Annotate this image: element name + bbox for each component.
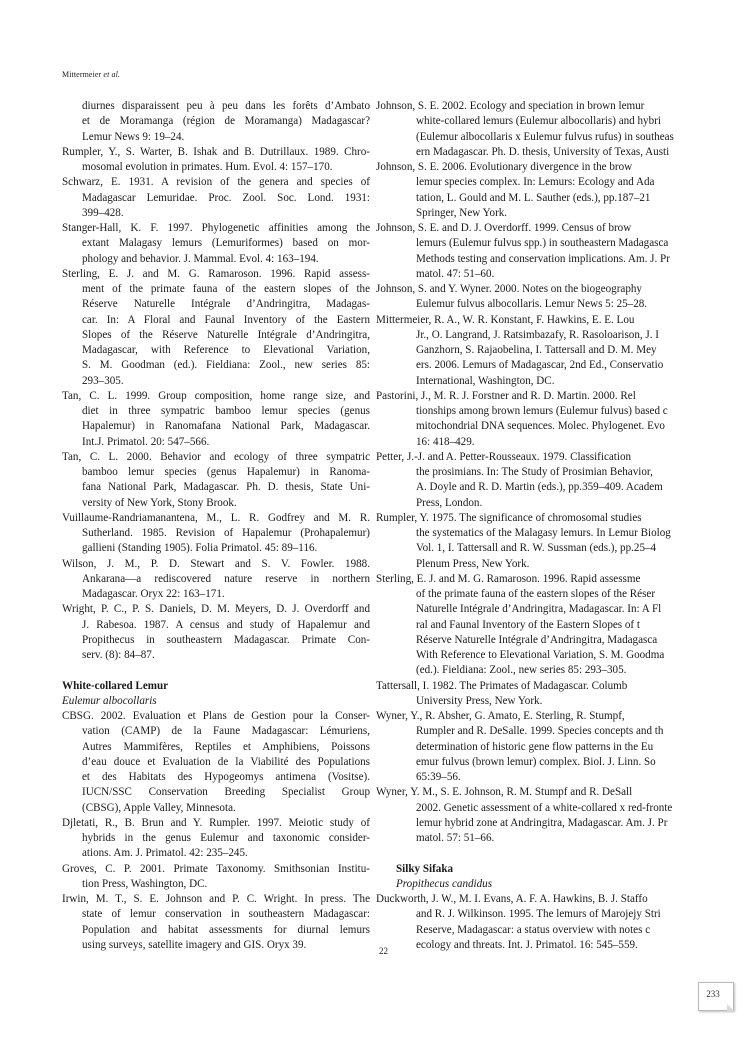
reference-line: tionships among brown lemurs (Eulemur fulvus) based c <box>416 405 668 417</box>
reference-line: Slopes of the Réserve Naturelle Intégrale d’Andringitra, <box>82 328 370 341</box>
reference-line: 65:39–56. <box>416 771 461 783</box>
reference-line: and R. J. Wilkinson. 1995. The lemurs of Marojejy Stri <box>416 908 661 921</box>
reference-line: white-collared lemurs (Eulemur albocollaris) and hybri <box>416 115 661 128</box>
reference-entry <box>376 221 745 282</box>
reference-entry <box>376 450 745 511</box>
reference-line: Tattersall, I. 1982. The Primates of Madagascar. Columb <box>376 679 628 692</box>
reference-entry <box>62 450 370 511</box>
reference-line: Sterling, E. J. and M. G. Ramaroson. 1996. Rapid assess- <box>62 267 370 280</box>
running-head <box>62 70 120 79</box>
page-corner-tab <box>698 982 734 1011</box>
reference-entry <box>62 99 370 145</box>
reference-line: Petter, J.-J. and A. Petter-Rousseaux. 1979. Classification <box>376 450 632 463</box>
reference-line: Vol. 1, I. Tattersall and R. W. Sussman (eds.), pp.25–4 <box>416 542 657 555</box>
reference-line: S. M. Goodman (ed.). Fieldiana: Zool., new series 85: <box>82 359 370 372</box>
reference-line: CBSG. 2002. Evaluation et Plans de Gestion pour la Conser- <box>62 710 370 722</box>
reference-line: Tan, C. L. 2000. Behavior and ecology of three sympatric <box>62 450 370 463</box>
reference-entry <box>62 175 370 221</box>
reference-line: Djletati, R., B. Brun and Y. Rumpler. 1997. Meiotic study of <box>62 816 370 829</box>
reference-line: 293–305. <box>82 374 124 387</box>
reference-entry <box>376 99 745 160</box>
reference-line: Stanger-Hall, K. F. 1997. Phylogenetic affinities among the <box>62 222 370 234</box>
reference-line: Naturelle Intégrale d’Andringitra, Madagascar. In: A Fl <box>416 603 662 616</box>
reference-line: hybrids in the genus Eulemur and taxonomic consider- <box>82 832 370 844</box>
reference-line: Ankarana—a rediscovered nature reserve in northern <box>82 572 370 585</box>
reference-line: the prosimians. In: The Study of Prosimian Behavior, <box>416 466 653 478</box>
reference-line: (Eulemur albocollaris x Eulemur fulvus rufus) in southeas <box>416 130 674 143</box>
reference-line: ecology and threats. Int. J. Primatol. 16: 545–559. <box>416 938 638 951</box>
reference-line: using surveys, satellite imagery and GIS. Oryx 39. <box>82 938 307 951</box>
reference-line: Tan, C. L. 1999. Group composition, home range size, and <box>62 389 370 402</box>
reference-line: tion Press, Washington, DC. <box>82 877 208 890</box>
reference-line: matol. 47: 51–60. <box>416 267 495 280</box>
section-title-silky-sifaka: Silky Sifaka <box>396 862 454 875</box>
reference-line: determination of historic gene flow patterns in the Eu <box>416 740 654 753</box>
reference-line: diurnes disparaissent peu à peu dans les forêts d’Ambato <box>82 100 370 112</box>
reference-line: Mittermeier, R. A., W. R. Konstant, F. Hawkins, E. E. Lou <box>376 313 635 326</box>
reference-line: Groves, C. P. 2001. Primate Taxonomy. Smithsonian Institu- <box>62 862 370 875</box>
reference-entry <box>62 892 370 953</box>
reference-line: Irwin, M. T., S. E. Johnson and P. C. Wright. In press. The <box>62 893 370 905</box>
section-species-silky-sifaka: Propithecus candidus <box>396 877 493 890</box>
reference-line: diet in three sympatric bamboo lemur species (genus <box>82 405 370 417</box>
reference-line: Madagascar, with Reference to Elevational Variation, <box>82 344 370 356</box>
reference-line: 2002. Genetic assessment of a white-collared x red-fronte <box>416 801 673 814</box>
reference-entry <box>376 785 745 846</box>
reference-line: versity of New York, Stony Brook. <box>82 496 237 509</box>
reference-line: lemur species complex. In: Lemurs: Ecology and Ada <box>416 176 655 189</box>
reference-line: University Press, New York. <box>416 694 543 707</box>
reference-line: emur fulvus (brown lemur) complex. Biol. J. Linn. So <box>416 755 656 768</box>
reference-entry <box>62 389 370 450</box>
reference-entry <box>376 709 745 785</box>
reference-line: the systematics of the Malagasy lemurs. In Lemur Biolog <box>416 527 671 539</box>
reference-line: of the primate fauna of the eastern slopes of the Réser <box>416 588 656 600</box>
reference-entry <box>376 389 745 450</box>
reference-line: Ganzhorn, S. Rajaobelina, I. Tattersall and D. M. Mey <box>416 344 657 356</box>
reference-entry <box>62 557 370 603</box>
reference-line: Press, London. <box>416 496 483 509</box>
reference-line: Rumpler, Y., S. Warter, B. Ishak and B. Dutrillaux. 1989. Chro- <box>62 145 370 158</box>
reference-line: Johnson, S. E. and D. J. Overdorff. 1999. Census of brow <box>376 222 632 234</box>
reference-line: Duckworth, J. W., M. I. Evans, A. F. A. Hawkins, B. J. Staffo <box>376 893 648 905</box>
reference-line: 16: 418–429. <box>416 435 475 448</box>
reference-line: Hapalemur) in Ranomafana National Park, Madagascar. <box>82 420 370 433</box>
reference-line: Population and habitat assessments for diurnal lemurs <box>82 923 370 936</box>
reference-line: d’eau douce et Evaluation de la Viabilité des Populations <box>82 755 370 768</box>
reference-entry <box>62 816 370 862</box>
reference-line: Rumpler and R. DeSalle. 1999. Species concepts and th <box>416 725 664 738</box>
reference-list-lemurs <box>62 99 370 663</box>
reference-line: IUCN/SSC Conservation Breeding Specialist Group <box>82 786 370 799</box>
reference-line: Plenum Press, New York. <box>416 557 530 570</box>
reference-line: ern Madagascar. Ph. D. thesis, University of Texas, Austi <box>416 145 670 158</box>
reference-line: ers. 2006. Lemurs of Madagascar, 2nd Ed., Conservatio <box>416 359 664 372</box>
reference-entry <box>62 145 370 176</box>
reference-line: Wright, P. C., P. S. Daniels, D. M. Meyers, D. J. Overdorff and <box>62 603 370 616</box>
reference-line: car. In: A Floral and Faunal Inventory of the Eastern <box>82 313 370 326</box>
reference-line: Johnson, S. E. 2002. Ecology and speciation in brown lemur <box>376 100 645 112</box>
reference-entry <box>62 602 370 663</box>
reference-line: state of lemur conservation in southeastern Madagascar: <box>82 908 370 921</box>
reference-line: lemur hybrid zone at Andringitra, Madagascar. Am. J. Pr <box>416 816 668 829</box>
reference-line: ment of the primate fauna of the eastern slopes of the <box>82 283 370 295</box>
reference-line: Wyner, Y., R. Absher, G. Amato, E. Sterling, R. Stumpf, <box>376 710 625 722</box>
reference-line: Réserve Naturelle Intégrale d’Andringitra, Madagas- <box>82 298 370 311</box>
reference-line: A. Doyle and R. D. Martin (eds.), pp.359–409. Academ <box>416 481 663 494</box>
reference-line: Johnson, S. E. 2006. Evolutionary divergence in the brow <box>376 161 633 173</box>
reference-line: Wyner, Y. M., S. E. Johnson, R. M. Stumpf and R. DeSall <box>376 786 633 799</box>
reference-line: ations. Am. J. Primatol. 42: 235–245. <box>82 847 248 860</box>
running-head-etal: et al. <box>103 70 121 79</box>
reference-line: Wilson, J. M., P. D. Stewart and S. V. Fowler. 1988. <box>62 557 370 570</box>
reference-line: Propithecus in southeastern Madagascar. Primate Con- <box>82 633 370 646</box>
reference-line: Lemur News 9: 19–24. <box>82 130 185 143</box>
reference-line: et des Habitats des Hypogeomys antimena (Vositse). <box>82 771 370 783</box>
reference-line: Springer, New York. <box>416 206 508 219</box>
reference-line: Autres Mammifères, Reptiles et Amphibiens, Poissons <box>82 740 370 753</box>
reference-entry <box>376 679 745 710</box>
section-title-white-collared: White-collared Lemur <box>62 679 169 692</box>
reference-line: matol. 57: 51–66. <box>416 832 495 844</box>
reference-line: (ed.). Fieldiana: Zool., new series 85: 293–305. <box>416 664 627 677</box>
reference-line: Eulemur fulvus albocollaris. Lemur News 5: 25–28. <box>416 298 648 311</box>
reference-entry <box>62 709 370 816</box>
reference-entry <box>376 282 745 313</box>
reference-line: fana National Park, Madagascar. Ph. D. thesis, State Uni- <box>82 481 370 494</box>
reference-line: et de Moramanga (région de Moramanga) Madagascar? <box>82 115 370 128</box>
reference-line: tation, L. Gould and M. L. Sauther (eds.), pp.187–21 <box>416 191 651 204</box>
reference-line: Sutherland. 1985. Revision of Hapalemur (Prohapalemur) <box>82 527 370 539</box>
reference-list-white-collared <box>62 709 370 953</box>
reference-line: Johnson, S. and Y. Wyner. 2000. Notes on the biogeography <box>376 283 642 295</box>
reference-line: Pastorini, J., M. R. J. Forstner and R. D. Martin. 2000. Rel <box>376 389 636 402</box>
reference-line: ral and Faunal Inventory of the Eastern Slopes of t <box>416 618 640 631</box>
reference-line: Madagascar. Oryx 22: 163–171. <box>82 588 225 600</box>
reference-line: Methods testing and conservation implications. Am. J. Pr <box>416 252 670 265</box>
reference-line: Rumpler, Y. 1975. The significance of chromosomal studies <box>376 511 642 524</box>
reference-line: bamboo lemur species (genus Hapalemur) in Ranoma- <box>82 466 370 478</box>
reference-line: serv. (8): 84–87. <box>82 649 155 661</box>
reference-line: J. Rabesoa. 1987. A census and study of Hapalemur and <box>82 618 370 631</box>
reference-line: Sterling, E. J. and M. G. Ramaroson. 1996. Rapid assessme <box>376 572 641 585</box>
page-number: 22 <box>379 946 388 956</box>
reference-entry <box>376 572 745 679</box>
reference-line: Réserve Naturelle Intégrale d’Andringitra, Madagasca <box>416 633 658 646</box>
reference-entry <box>62 267 370 389</box>
reference-list-white-collared-cont <box>376 99 745 846</box>
reference-line: With Reference to Elevational Variation, S. M. Goodma <box>416 649 665 661</box>
reference-line: (CBSG), Apple Valley, Minnesota. <box>82 801 236 814</box>
reference-line: mitochondrial DNA sequences. Molec. Phylogenet. Evo <box>416 420 665 433</box>
reference-line: vation (CAMP) de la Faune Madagascar: Lémuriens, <box>82 725 370 738</box>
reference-line: Vuillaume-Randriamanantena, M., L. R. Godfrey and M. R. <box>62 511 370 524</box>
corner-tab-number: 233 <box>706 989 720 999</box>
reference-line: lemurs (Eulemur fulvus spp.) in southeastern Madagasca <box>416 237 669 250</box>
running-head-authors: Mittermeier <box>62 70 102 79</box>
reference-line: extant Malagasy lemurs (Lemuriformes) based on mor- <box>82 237 370 250</box>
reference-entry <box>62 511 370 557</box>
reference-line: Jr., O. Langrand, J. Ratsimbazafy, R. Rasoloarison, J. I <box>416 328 659 341</box>
reference-entry <box>376 511 745 572</box>
reference-entry <box>62 221 370 267</box>
reference-line: 399–428. <box>82 206 124 219</box>
reference-line: Reserve, Madagascar: a status overview with notes c <box>416 923 651 936</box>
section-species-white-collared: Eulemur albocollaris <box>62 694 157 707</box>
left-column <box>62 99 370 953</box>
reference-line: Madagascar Lemuridae. Proc. Zool. Soc. Lond. 1931: <box>82 191 370 204</box>
reference-line: mosomal evolution in primates. Hum. Evol. 4: 157–170. <box>82 161 333 173</box>
reference-entry <box>376 313 745 389</box>
page-curl-icon <box>727 1004 734 1011</box>
reference-line: Int.J. Primatol. 20: 547–566. <box>82 435 210 448</box>
reference-line: gallieni (Standing 1905). Folia Primatol. 45: 89–116. <box>82 542 318 555</box>
reference-line: Schwarz, E. 1931. A revision of the genera and species of <box>62 176 370 189</box>
reference-entry <box>376 160 745 221</box>
reference-line: International, Washington, DC. <box>416 374 555 387</box>
reference-entry <box>62 862 370 893</box>
reference-line: phology and behavior. J. Mammal. Evol. 4: 163–194. <box>82 252 319 265</box>
